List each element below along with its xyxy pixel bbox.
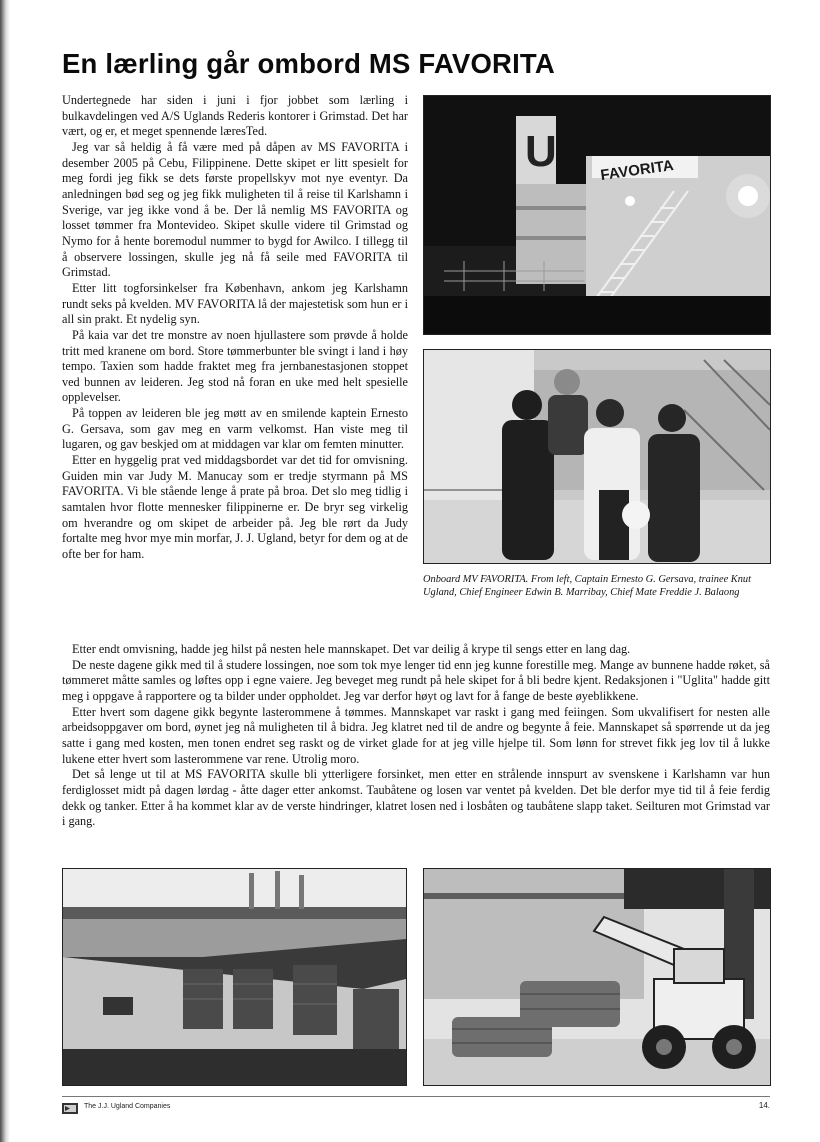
page-edge-shadow (0, 0, 10, 1142)
photo-crew (423, 349, 771, 564)
article-column-text (62, 93, 408, 563)
photo-harbor-timber (62, 868, 407, 1086)
paragraph: Det så lenge ut til at MS FAVORITA skulle bli ytterligere forsinket, men etter en strålende innspurt av svenskene i Karlshamn var hun ferdiglosset midt på dagen lørdag - åtte dager etter ankomst. Taubåtene og losen var ventet på kvelden. Det ble derfor mye tid til å feie ferdig dekk og tanker. Etter å ha kommet klar av de verste hindringer, klatret losen ned i losbåten og taubåtene slapp taket. Seilturen mot Grimstad var i gang. (62, 767, 770, 829)
paragraph: På toppen av leideren ble jeg møtt av en smilende kaptein Ernesto G. Gersava, som gav meg en varm velkomst. Han viste meg til lugaren, og gav beskjed om at middagen var klar om femten minutter. (62, 406, 408, 452)
paragraph: De neste dagene gikk med til å studere lossingen, noe som tok mye lenger tid enn jeg kunne forestille meg. Mange av bunnene hadde røket, så tømmeret måtte samles og løftes opp i egne vaiere. Jeg beveget meg rundt på hele skipet for å bli bedre kjent. Redaksjonen i "Uglita" hadde gitt meg i oppgave å rapportere og ta bilder under oppholdet. Jeg var derfor høyt og lavt for å fange de beste øyeblikkene. (62, 657, 770, 703)
paragraph: Jeg var så heldig å få være med på dåpen av MS FAVORITA i desember 2005 på Cebu, Filippinene. Dette skipet er litt spesielt for meg fordi jeg fikk se dets første propellskyv mot nye eventyr. Da anledningen bød seg og jeg fikk muligheten til å reise til Karlshamn i Sverige, var jeg ikke vond å be. Der lå nemlig MS FAVORITA og losset tømmer fra Montevideo. Skipet skulle videre til Grimstad og Nymo for å hente boremodul nummer to bygd for Awilco. I tillegg til å observere lossingen, skulle jeg nå få seile med FAVORITA til Grimstad. (62, 139, 408, 280)
paragraph: Undertegnede har siden i juni i fjor jobbet som lærling i bulkavdelingen ved A/S Uglands Rederis kontorer i Grimstad. Det har vært, og er, et meget spennende læresTed. (62, 93, 408, 139)
photo-caption: Onboard MV FAVORITA. From left, Captain Ernesto G. Gersava, trainee Knut Ugland, Chief Engineer Edwin B. Marribay, Chief Mate Freddie J. Balaong (423, 574, 751, 598)
paragraph: Etter en hyggelig prat ved middagsbordet var det tid for omvisning. Guiden min var Judy M. Manucay som er tredje styrmann på MS FAVORITA. Vi ble stående lenge å prate på broa. Det slo meg tidlig i samtalen hvor flotte mennesker filippinerne er. De bryr seg virkelig om hverandre og om skipet de arbeider på. Jeg ble rørt da Judy fortalte meg hvor mye min morfar, J. J. Ugland, betyr for dem og at de ofte ber for ham. (62, 453, 408, 562)
photo-wheel-loader (423, 868, 771, 1086)
paragraph: På kaia var det tre monstre av noen hjullastere som prøvde å holde tritt med kranene om bord. Store tømmerbunter ble svingt i land i høy tempo. Taxien som hadde fraktet meg fra jernbanestasjonen stoppet ved bunnen av leideren. Jeg stod nå foran en uke med helt spesielle opplevelser. (62, 327, 408, 405)
paragraph: Etter endt omvisning, hadde jeg hilst på nesten hele mannskapet. Det var deilig å krype til sengs etter en lang dag. (72, 642, 631, 656)
article-full-width-text (62, 642, 770, 830)
ship-name-sign: FAVORITA (599, 156, 675, 185)
footer-divider (62, 1096, 770, 1097)
paragraph: Etter litt togforsinkelser fra København, ankom jeg Karlshamn rundt seks på kvelden. MV FAVORITA lå der majestetisk som hun er i all sin prakt. Et nydelig syn. (62, 280, 408, 327)
paragraph: Etter hvert som dagene gikk begynte lasterommene å tømmes. Mannskapet var raskt i gang med feiingen. Som ukvalifisert for nesten alle arbeidsoppgaver om bord, øynet jeg nå muligheten til å bidra. Jeg klatret ned til de andre og begynte å feie. Mannskapet så spørrende ut da jeg satte i gang med kosten, men tonen endret seg raskt og de virket glade for at jeg ville hjelpe til. Som lønn for strevet fikk jeg lov til å lukke lukene etter hvert som lasterommene var rene. Utrolig moro. (62, 704, 770, 766)
photo-ship-night (423, 95, 771, 335)
page-number: 14. (758, 1101, 770, 1110)
article-title: En lærling går ombord MS FAVORITA (62, 48, 555, 79)
footer-company-name: The J.J. Ugland Companies (84, 1103, 171, 1110)
funnel-letter: U (525, 127, 557, 176)
ugland-flag-logo (62, 1101, 78, 1112)
